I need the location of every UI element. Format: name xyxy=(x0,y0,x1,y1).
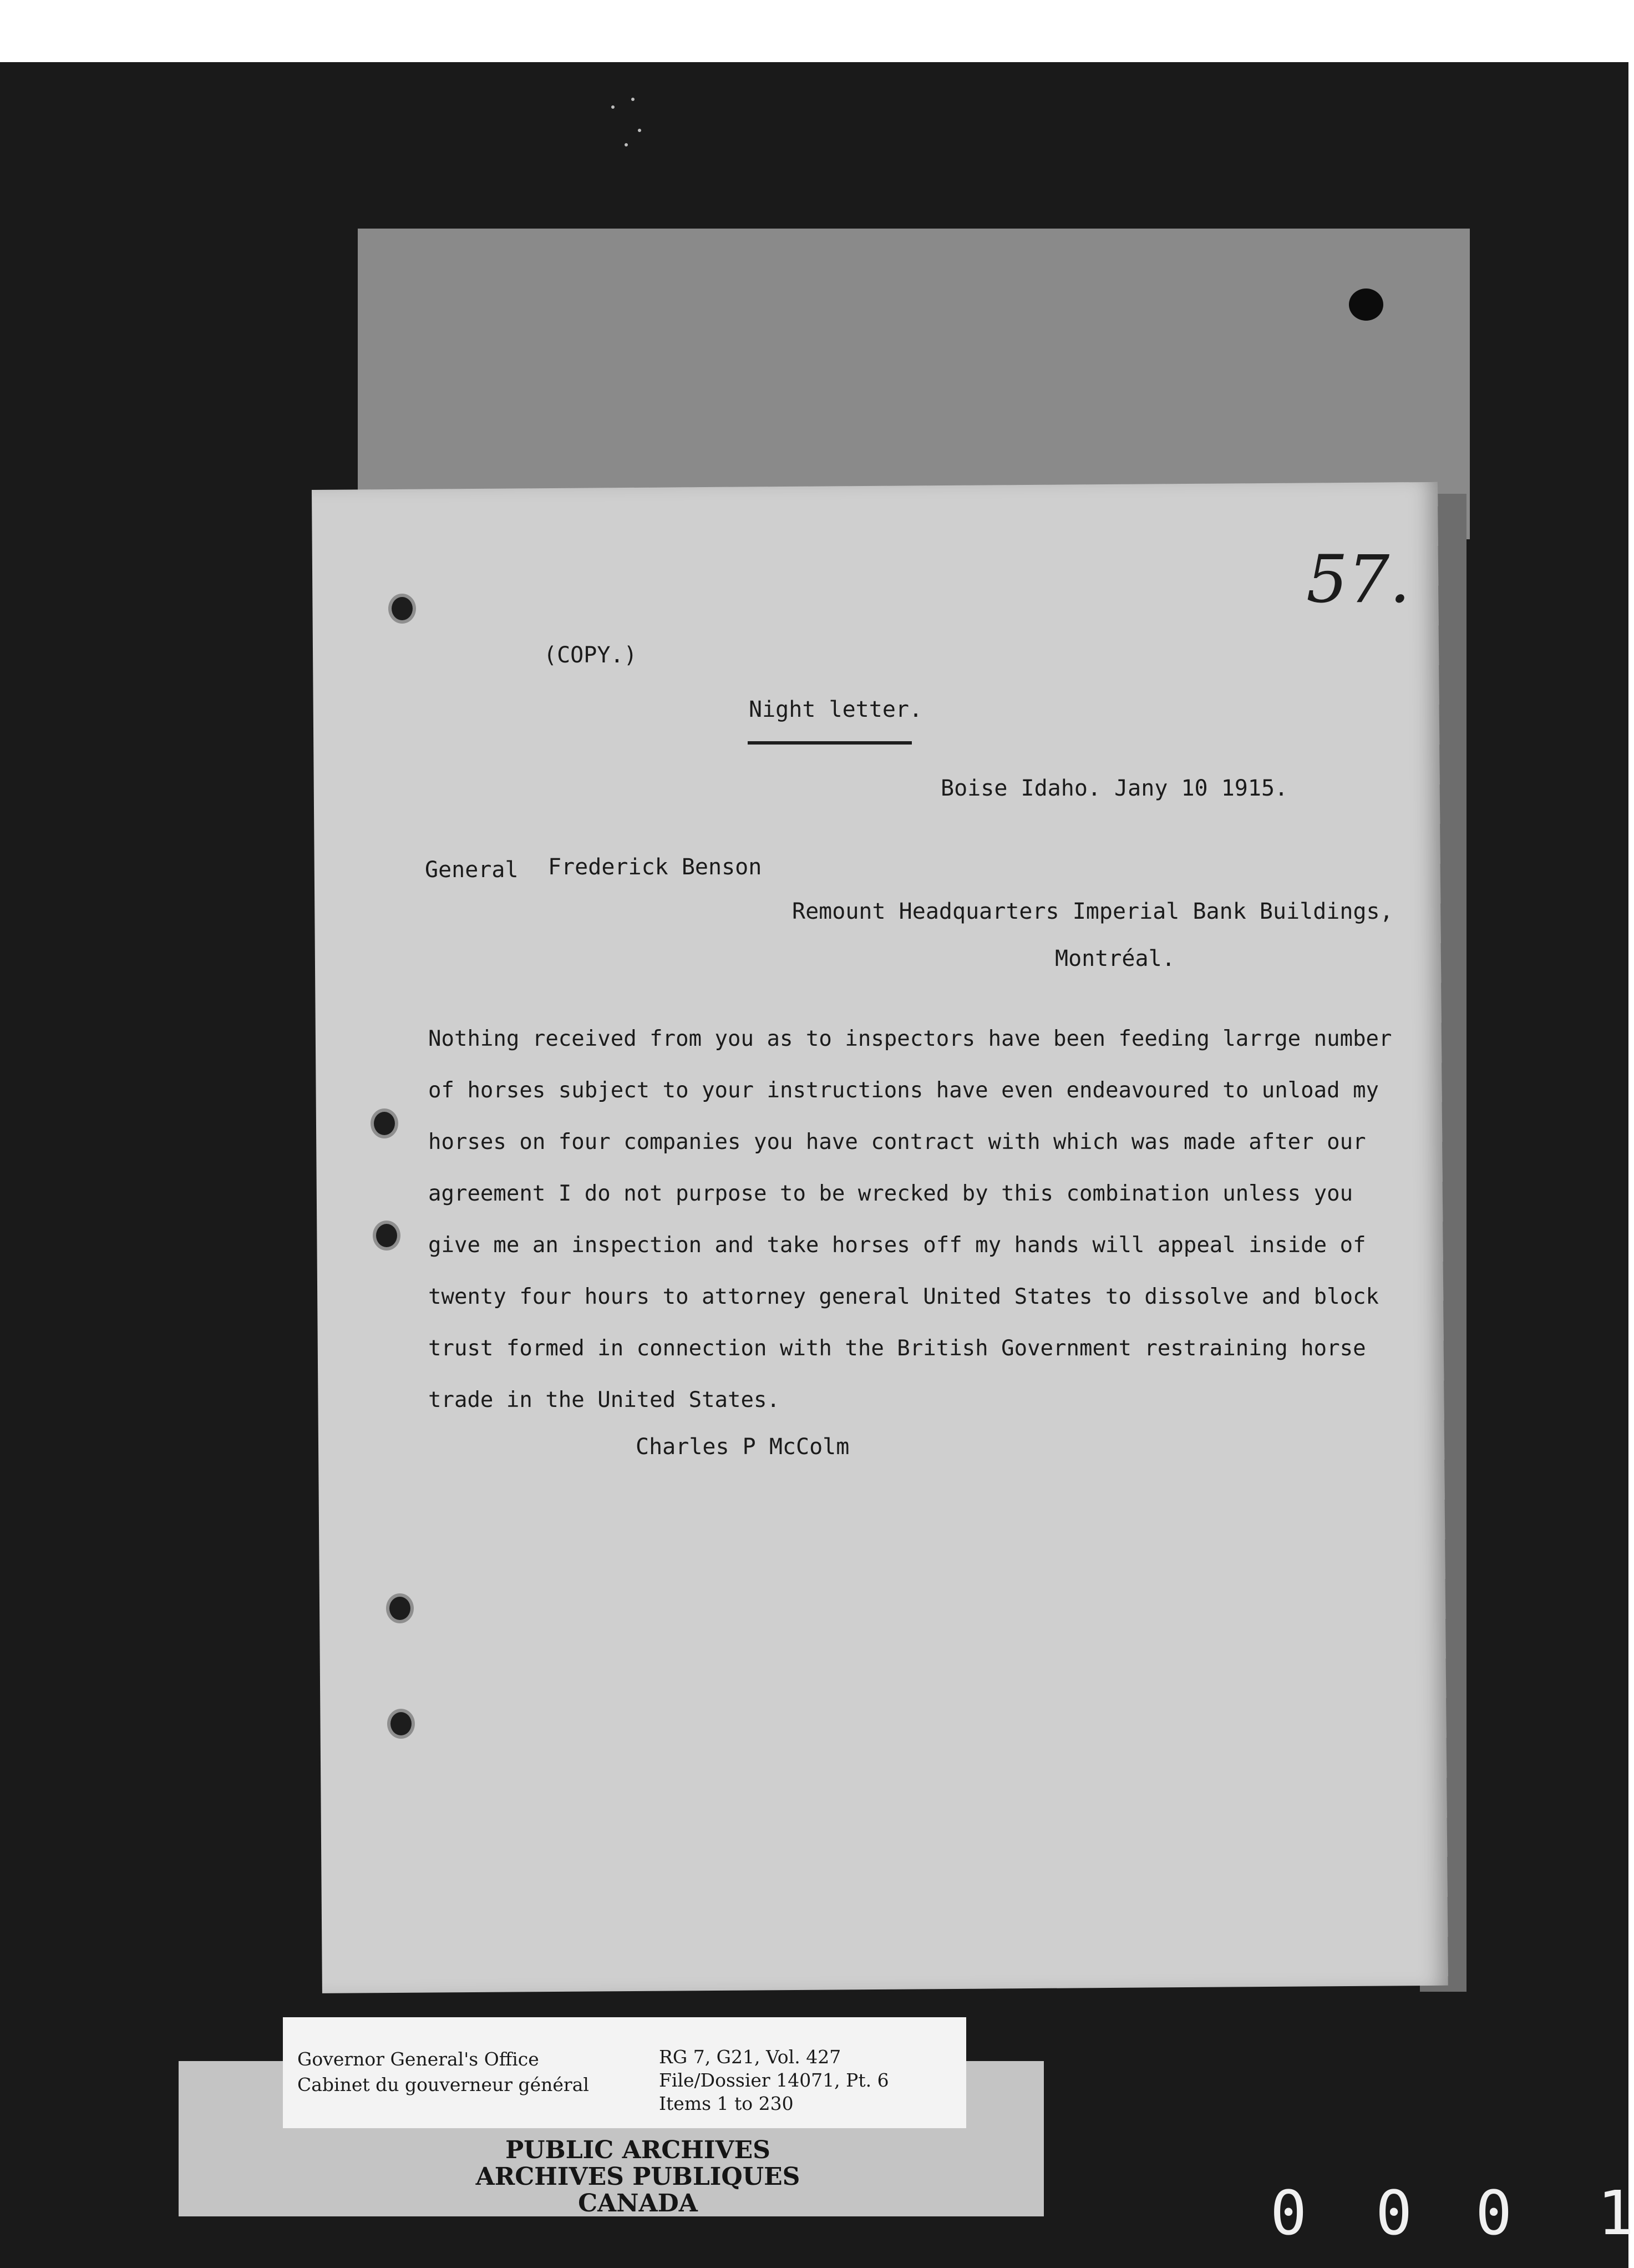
punch-hole xyxy=(1349,288,1383,321)
address-line-2: Montréal. xyxy=(1055,946,1175,971)
title-underline xyxy=(748,741,912,745)
body-line: give me an inspection and take horses off my hands will appeal inside of xyxy=(428,1233,1366,1258)
punch-hole xyxy=(373,1221,400,1251)
frame-counter-digit: 1 xyxy=(1597,2178,1634,2249)
signature: Charles P McColm xyxy=(636,1434,850,1460)
record-group: RG 7, G21, Vol. 427 xyxy=(659,2046,841,2068)
body-line: trade in the United States. xyxy=(428,1388,780,1413)
item-range: Items 1 to 230 xyxy=(659,2093,794,2114)
punch-hole xyxy=(388,594,416,624)
office-name-fr: Cabinet du gouverneur général xyxy=(297,2074,589,2095)
office-name-en: Governor General's Office xyxy=(297,2048,539,2070)
body-line: twenty four hours to attorney general United States to dissolve and block xyxy=(428,1284,1379,1309)
letter-body xyxy=(428,1026,1432,1439)
file-reference: File/Dossier 14071, Pt. 6 xyxy=(659,2069,889,2091)
body-line: of horses subject to your instructions have even endeavoured to unload my xyxy=(428,1078,1379,1103)
body-line: trust formed in connection with the British Government restraining horse xyxy=(428,1336,1366,1361)
dust-speck xyxy=(611,105,615,109)
dust-speck xyxy=(631,98,635,101)
frame-counter-digit: 0 xyxy=(1270,2178,1307,2249)
punch-hole xyxy=(371,1108,398,1138)
punch-hole xyxy=(387,1709,415,1739)
copy-mark: (COPY.) xyxy=(544,642,637,668)
dust-speck xyxy=(638,129,641,132)
body-line: horses on four companies you have contract with which was made after our xyxy=(428,1130,1366,1155)
frame-counter-digit: 0 xyxy=(1475,2178,1513,2249)
frame-counter-digit: 0 xyxy=(1376,2178,1413,2249)
dust-speck xyxy=(625,143,628,146)
archive-country: CANADA xyxy=(578,2189,698,2218)
dateline: Boise Idaho. Jany 10 1915. xyxy=(941,776,1288,801)
punch-hole xyxy=(386,1593,414,1623)
handwritten-page-number: 57. xyxy=(1306,541,1410,617)
archive-name-fr: ARCHIVES PUBLIQUES xyxy=(475,2163,800,2191)
recipient-rank: General xyxy=(425,857,519,883)
address-line-1: Remount Headquarters Imperial Bank Buildings, xyxy=(792,899,1393,924)
archive-name-en: PUBLIC ARCHIVES xyxy=(505,2136,770,2164)
body-line: agreement I do not purpose to be wrecked by this combination unless you xyxy=(428,1181,1353,1206)
body-line: Nothing received from you as to inspectors have been feeding larrge number xyxy=(428,1026,1392,1051)
letter-title: Night letter. xyxy=(749,697,923,722)
recipient-name: Frederick Benson xyxy=(548,854,762,880)
